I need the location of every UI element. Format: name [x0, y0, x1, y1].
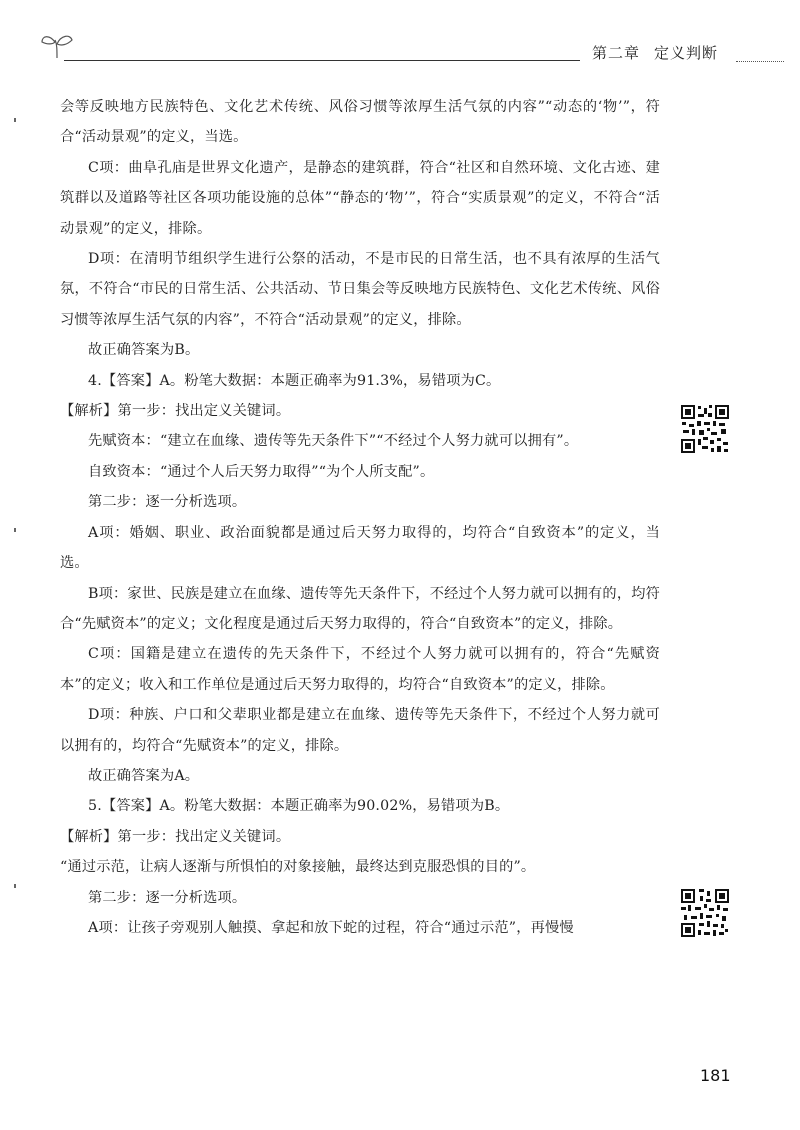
page-header	[0, 0, 800, 80]
paragraph: 故正确答案为B。	[88, 342, 200, 359]
qr-code-graphic	[680, 404, 730, 454]
leaf-sprout-icon	[40, 30, 74, 60]
page-number: 181	[700, 1066, 731, 1085]
paragraph: C项：国籍是建立在遗传的先天条件下，不经过个人努力就可以拥有的，符合“先赋资本”的定义；收入和工作单位是通过后天努力取得的，均符合“自致资本”的定义，排除。	[60, 646, 660, 693]
chapter-label: 第二章	[592, 44, 641, 62]
paragraph: 第二步：逐一分析选项。	[88, 494, 247, 511]
paragraph: “通过示范，让病人逐渐与所惧怕的对象接触，最终达到克服恐惧的目的”。	[60, 859, 536, 876]
margin-mark	[14, 528, 16, 532]
paragraph: 【解析】第一步：找出定义关键词。	[60, 828, 291, 845]
header-rule	[64, 60, 580, 61]
qr-code-graphic	[680, 888, 730, 938]
paragraph: C项：曲阜孔庙是世界文化遗产，是静态的建筑群，符合“社区和自然环境、文化古迹、建筑群以及道路等社区各项功能设施的总体”“静态的‘物’”，符合“实质景观”的定义，不符合“活动景观”的定义，排除。	[60, 159, 660, 237]
paragraph: 5.【答案】A。粉笔大数据：本题正确率为90.02%，易错项为B。	[88, 798, 510, 815]
paragraph: 【解析】第一步：找出定义关键词。	[60, 403, 291, 420]
paragraph: 故正确答案为A。	[88, 767, 200, 784]
paragraph: B项：家世、民族是建立在血缘、遗传等先天条件下，不经过个人努力就可以拥有的，均符合“先赋资本”的定义；文化程度是通过后天努力取得的，符合“自致资本”的定义，排除。	[60, 585, 660, 632]
paragraph: 会等反映地方民族特色、文化艺术传统、风俗习惯等浓厚生活气氛的内容”“动态的‘物’”，符合“活动景观”的定义，当选。	[60, 99, 660, 146]
paragraph: A项：让孩子旁观别人触摸、拿起和放下蛇的过程，符合“通过示范”，再慢慢	[88, 919, 574, 936]
paragraph: 自致资本：“通过个人后天努力取得”“为个人所支配”。	[88, 463, 435, 480]
paragraph: A项：婚姻、职业、政治面貌都是通过后天努力取得的，均符合“自致资本”的定义，当选。	[60, 524, 660, 572]
section-label: 定义判断	[654, 44, 719, 62]
paragraph: D项：种族、户口和父辈职业都是建立在血缘、遗传等先天条件下，不经过个人努力就可以拥有的，均符合“先赋资本”的定义，排除。	[60, 707, 660, 754]
paragraph: 第二步：逐一分析选项。	[88, 889, 247, 906]
header-dotted-rule	[736, 61, 784, 62]
body-text	[60, 92, 660, 943]
paragraph: 先赋资本：“建立在血缘、遗传等先天条件下”“不经过个人努力就可以拥有”。	[88, 433, 579, 450]
chapter-heading	[592, 42, 718, 63]
margin-mark	[14, 118, 16, 122]
margin-mark	[14, 884, 16, 888]
paragraph: D项：在清明节组织学生进行公祭的活动，不是市民的日常生活，也不具有浓厚的生活气氛，不符合“市民的日常生活、公共活动、节日集会等反映地方民族特色、文化艺术传统、风俗习惯等浓厚生活气氛的内容”，不符合“活动景观”的定义，排除。	[60, 251, 660, 328]
qr-code-icon[interactable]	[680, 404, 730, 454]
paragraph: 4.【答案】A。粉笔大数据：本题正确率为91.3%，易错项为C。	[88, 372, 501, 389]
qr-code-icon[interactable]	[680, 888, 730, 938]
